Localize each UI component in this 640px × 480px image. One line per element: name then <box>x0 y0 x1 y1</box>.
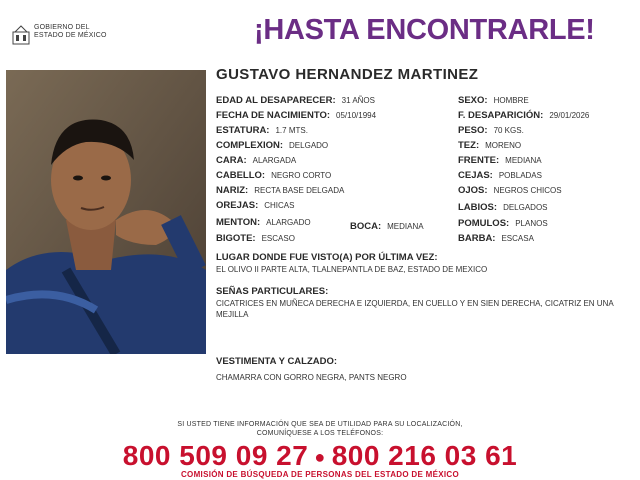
phone-number-1: 800 509 09 27 <box>122 440 309 471</box>
field-complexion: TEZ: MORENO <box>458 140 522 151</box>
field-age: EDAD AL DESAPARECER: 31 AÑOS <box>216 95 375 106</box>
field-cheekbones: POMULOS: PLANOS <box>458 218 548 229</box>
field-beard: BARBA: ESCASA <box>458 233 534 244</box>
field-eyes: OJOS: NEGROS CHICOS <box>458 185 562 196</box>
marks-text: CICATRICES EN MUÑECA DERECHA E IZQUIERDA, EN CUELLO Y EN SIEN DERECHA, CICATRIZ EN UNA MEJILLA <box>216 299 614 319</box>
field-sex: SEXO: HOMBRE <box>458 95 529 106</box>
field-lips: LABIOS: DELGADOS <box>458 202 548 213</box>
bullet-icon: ● <box>314 447 326 468</box>
clothing-title: VESTIMENTA Y CALZADO: <box>216 356 338 367</box>
state-seal-icon <box>12 24 30 46</box>
field-ears: OREJAS: CHICAS <box>216 200 295 211</box>
clothing-text: CHAMARRA CON GORRO NEGRA, PANTS NEGRO <box>216 373 407 382</box>
headline: ¡HASTA ENCONTRARLE! <box>254 14 595 46</box>
phone-number-2: 800 216 03 61 <box>331 440 518 471</box>
field-weight: PESO: 70 KGS. <box>458 125 524 136</box>
government-logo <box>12 24 107 46</box>
field-build: COMPLEXION: DELGADO <box>216 140 329 151</box>
field-nose: NARIZ: RECTA BASE DELGADA <box>216 185 345 196</box>
portrait-illustration <box>6 70 206 354</box>
contact-note: SI USTED TIENE INFORMACIÓN QUE SEA DE UTILIDAD PARA SU LOCALIZACIÓN, COMUNÍQUESE A LOS TELÉFONOS: <box>177 421 463 437</box>
field-forehead: FRENTE: MEDIANA <box>458 155 542 166</box>
field-mouth: BOCA: MEDIANA <box>350 221 424 232</box>
government-name: GOBIERNO DEL ESTADO DE MÉXICO <box>34 24 107 39</box>
person-name: GUSTAVO HERNANDEZ MARTINEZ <box>216 66 479 83</box>
last-seen-title: LUGAR DONDE FUE VISTO(A) POR ÚLTIMA VEZ: <box>216 252 438 263</box>
field-face: CARA: ALARGADA <box>216 155 297 166</box>
commission-name: COMISIÓN DE BÚSQUEDA DE PERSONAS DEL ESTADO DE MÉXICO <box>180 470 459 479</box>
person-photo <box>6 70 206 354</box>
field-disappearance-date: F. DESAPARICIÓN: 29/01/2026 <box>458 110 590 121</box>
field-hair: CABELLO: NEGRO CORTO <box>216 170 332 181</box>
field-chin: MENTON: ALARGADO <box>216 217 311 228</box>
last-seen-text: EL OLIVO II PARTE ALTA, TLALNEPANTLA DE BAZ, ESTADO DE MEXICO <box>216 265 488 274</box>
field-height: ESTATURA: 1.7 MTS. <box>216 125 308 136</box>
field-mustache: BIGOTE: ESCASO <box>216 233 295 244</box>
phone-numbers <box>0 440 640 472</box>
field-eyebrows: CEJAS: POBLADAS <box>458 170 542 181</box>
marks-title: SEÑAS PARTICULARES: <box>216 286 329 297</box>
field-birthdate: FECHA DE NACIMIENTO: 05/10/1994 <box>216 110 377 121</box>
